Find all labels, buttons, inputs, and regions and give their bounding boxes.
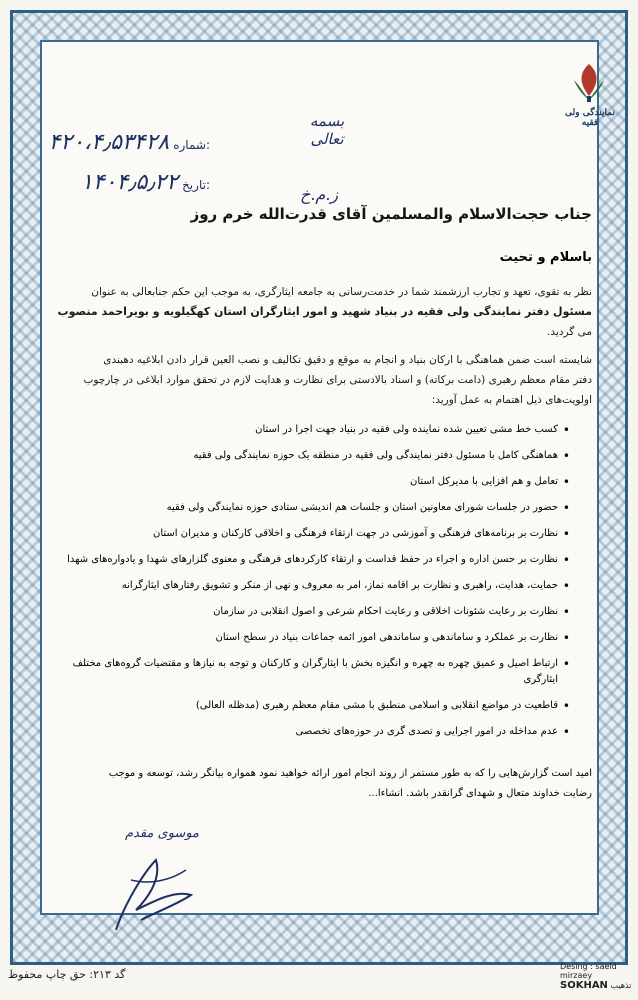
number-label: شماره: — [173, 138, 210, 152]
handwritten-initials: ز.م.خ — [300, 185, 339, 204]
list-item: • نظارت بر عملکرد و ساماندهی و ساماندهی امور ائمه جماعات بنیاد در سطح استان — [52, 630, 572, 646]
list-item: • عدم مداخله در امور اجرایی و تصدی گری در حوزه‌های تخصصی — [52, 724, 572, 740]
list-item: • قاطعیت در مواضع انقلابی و اسلامی منطبق با مشی مقام معظم رهبری (مدظله العالی) — [52, 698, 572, 714]
list-item: • حضور در جلسات شورای معاونین استان و جلسات هم اندیشی ستادی حوزه نمایندگی ولی فقیه — [52, 500, 572, 516]
logo-caption: نمایندگی ولی فقیه — [565, 108, 615, 128]
letter-number: ۴۲۰،۴٫۵۳۴۲۸ — [48, 130, 170, 155]
paragraph-duties: شایسته است ضمن هماهنگی با ارکان بنیاد و انجام به موقع و دقیق تکالیف و نصب العین قرار دادن ابلاغیه دهبندی دفتر مقام معظم رهبری (دامت برکاته) و اسناد بالادستی برای نظارت و هدایت لازم در تحقق موارد ابلاغی در چارچوب اولویت‌های ذیل اهتمام به عمل آورید: — [83, 354, 592, 406]
list-item: • هماهنگی کامل با مسئول دفتر نمایندگی ولی فقیه در منطقه یک حوزه نمایندگی ولی فقیه — [52, 448, 572, 464]
date-row — [40, 170, 210, 210]
letter-date: ۱۴۰۴٫۵٫۲۲ — [81, 170, 179, 195]
footer-code: گد ۲۱۳: حق چاپ محفوظ — [8, 968, 126, 981]
signature-name: موسوی مقدم — [125, 826, 200, 841]
greeting: باسلام و تحیت — [499, 250, 592, 265]
list-item: • حمایت، هدایت، راهبری و نظارت بر اقامه نماز، امر به معروف و نهی از منکر و تشویق رفتارهای ایثارگرانه — [52, 578, 572, 594]
priority-list — [52, 422, 572, 750]
bismillah-heading: بسمه تعالی — [309, 112, 345, 148]
list-item: • تعامل و هم افزایی با مدیرکل استان — [52, 474, 572, 490]
number-row — [40, 130, 210, 170]
list-item: • نظارت بر رعایت شئونات اخلاقی و رعایت احکام شرعی و اصول انقلابی در سازمان — [52, 604, 572, 620]
date-label: تاریخ: — [182, 178, 210, 192]
signature-icon — [96, 840, 206, 940]
closing-paragraph: امید است گزارش‌هایی را که به طور مستمر از روند انجام امور ارائه خواهید نمود همواره بیانگر رشد، توسعه و موجب رضایت خداوند متعال و شهدای گرانقدر باشد. انشاءا... — [108, 768, 592, 799]
designer-credit: Desing : saeid mirzaey SOKHAN تذهیب — [560, 962, 632, 991]
paragraph-intro: نظر به تقوی، تعهد و تجارب ارزشمند شما در خدمت‌رسانی به جامعه ایثارگری، به موجب این حکم جنابعالی به عنوان مسئول دفتر نمایندگی ولی فقیه در بنیاد شهید و امور ایثارگران استان کهگیلویه و بویراحمد منصوب می گردید. — [52, 282, 592, 342]
letter-meta — [40, 130, 210, 210]
brand-name: SOKHAN — [560, 980, 608, 991]
list-item: • ارتباط اصیل و عمیق چهره به چهره و انگیزه بخش با ایثارگران و کارکنان و توجه به نیازها و مقتضیات گروه‌های مختلف ایثارگری — [52, 656, 572, 688]
list-item: • نظارت بر برنامه‌های فرهنگی و آموزشی در جهت ارتقاء فرهنگی و اخلاقی کارکنان و مدیران استان — [52, 526, 572, 542]
appointment-title: مسئول دفتر نمایندگی ولی فقیه در بنیاد شهید و امور ایثارگران استان کهگیلویه و بویراحمد منصوب — [57, 305, 592, 318]
addressee: جناب حجت‌الاسلام والمسلمین آقای قدرت‌الله خرم روز — [190, 205, 592, 223]
tulip-emblem-icon — [568, 60, 610, 104]
list-item: • کسب خط مشی تعیین شده نماینده ولی فقیه در بنیاد جهت اجرا در استان — [52, 422, 572, 438]
organization-logo — [560, 60, 615, 140]
list-item: • نظارت بر حسن اداره و اجراء در حفظ قداست و ارتقاء کارکردهای فرهنگی و معنوی گلزارهای شهدا و یادواره‌های شهدا — [52, 552, 572, 568]
